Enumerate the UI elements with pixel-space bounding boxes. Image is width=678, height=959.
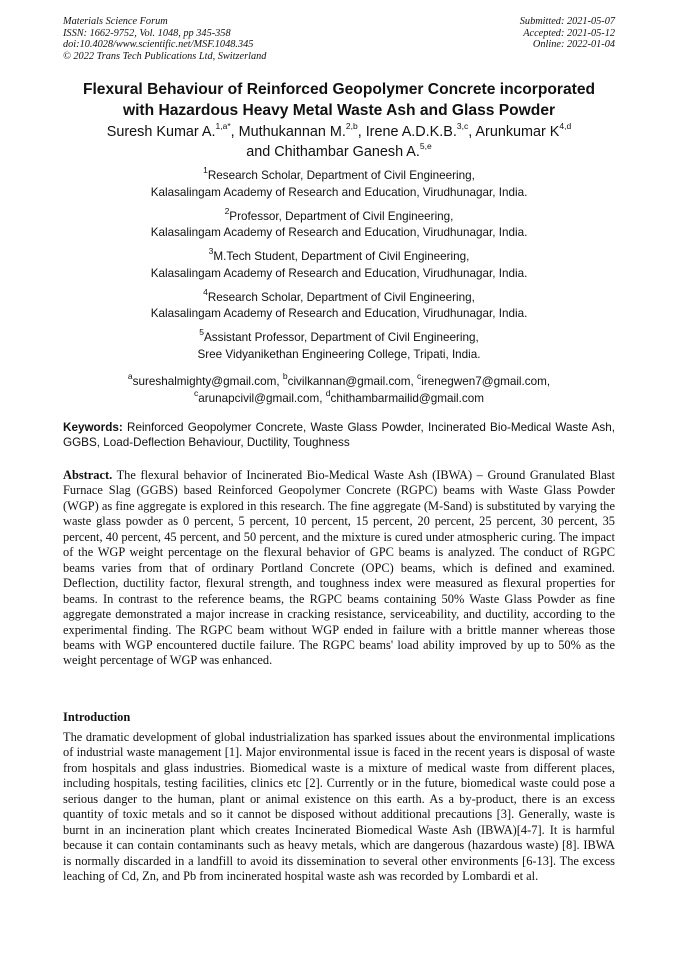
author-4-sup: 4,d <box>559 121 572 132</box>
affiliation-number: 4 <box>203 286 208 297</box>
affiliation-5 <box>60 327 618 363</box>
affiliation-number: 5 <box>199 327 204 338</box>
title-line-2: with Hazardous Heavy Metal Waste Ash and Glass Powder <box>122 101 556 119</box>
abstract-text: The flexural behavior of Incinerated Bio-Medical Waste Ash (IBWA) – Ground Granulated Blast Furnace Slag (GGBS) based Reinforced Geopolymer Concrete (RGPC) beams with Waste Glass Powder (WGP) as fine aggregate is explored in this research. The fine aggregate (M-Sand) is substituted by varying the waste glass powder as 0 percent, 5 percent, 10 percent, 15 percent, 20 percent, 25 percent, 30 percent, 35 percent, 40 percent, 45 percent, and 50 percent, and the mixture is cured under atmospheric curing. The impact of the WGP weight percentage on the flexural behavior of GPC beams is analyzed. The conduct of RGPC beams varies from that of ordinary Portland Concrete (OPC) beams, which is defined and examined. Deflection, ductility factor, flexural strength, and toughness index were measured as flexural properties for beams. In contrast to the reference beams, the RGPC beams containing 50% Waste Glass Powder as fine aggregate demonstrated a major increase in cracking resistance, serviceability, and ductility, according to the experimental finding. The RGPC beam without WGP ended in failure with a brittle manner whereas those beams with WGP encountered ductile failure. The RGPC beams' load ability improved by up to 50% as the weight percentage of WGP was enhanced. <box>63 468 616 668</box>
email-line-1: $^a$sureshalmighty@gmail.com, $^b$civilkannan@gmail.com, $^c$irenegwen7@gmail.com, <box>127 371 551 388</box>
keywords-section <box>63 420 615 451</box>
author-3-sup: 3,c <box>456 121 469 132</box>
affiliation-line: Assistant Professor, Department of Civil Engineering, <box>203 331 479 344</box>
affiliation-line: Research Scholar, Department of Civil Engineering, <box>207 169 475 182</box>
affiliation-number: 2 <box>224 205 230 216</box>
journal-info <box>63 16 363 62</box>
email-list <box>60 371 618 407</box>
affiliation-3 <box>60 246 618 282</box>
affiliation-2 <box>60 205 618 242</box>
issn-line: ISSN: 1662-9752, Vol. 1048, pp 345-358 <box>63 27 231 39</box>
keywords-label: Keywords: <box>63 421 123 434</box>
paper-title <box>62 80 616 121</box>
affiliation-line: Kalasalingam Academy of Research and Education, Virudhunagar, India. <box>150 185 528 199</box>
copyright-line: © 2022 Trans Tech Publications Ltd, Switzerland <box>63 50 267 62</box>
email-c[interactable]: irenegwen7@gmail.com <box>421 375 547 388</box>
affiliation-1 <box>60 165 618 201</box>
affiliation-line: M.Tech Student, Department of Civil Engineering, <box>213 250 470 263</box>
affiliation-line: Research Scholar, Department of Civil Engineering, <box>207 290 475 304</box>
affiliation-line: Kalasalingam Academy of Research and Education, Virudhunagar, India. <box>150 307 528 320</box>
author-5: and Chithambar Ganesh A. <box>246 143 420 160</box>
affiliation-line: Professor, Department of Civil Engineering, <box>229 209 454 223</box>
email-line-2: $^c$arunapcivil@gmail.com, $^d$chithambarmailid@gmail.com <box>194 387 484 405</box>
author-2: Muthukannan M. <box>238 124 346 140</box>
submitted-date: Submitted: 2021-05-07 <box>519 16 615 27</box>
author-4: Arunkumar K <box>475 124 560 140</box>
email-d[interactable]: arunapcivil@gmail.com <box>198 391 320 405</box>
authors-line-2 <box>50 140 628 163</box>
author-1-sup: 1,a* <box>215 121 231 132</box>
introduction-text: The dramatic development of global industrialization has sparked issues about the environmental implications of industrial waste management [1]. Major environmental issue is faced in the recent years is disposal of waste from hospitals and glass industries. Biomedical waste is a mixture of medical waste from different places, including hospitals, testing facilities, clinics etc [2]. Currently or in the future, biomedical waste could pose a serious danger to the human, plant or animal existence on this earth. As a by-product, there is an excess quantity of toxic metals and so it cannot be disposed without additional precautions [3]. Generally, waste is burnt in an incineration plant which creates Incinerated Biomedical Waste Ash (IBWA)[4-7]. It is harmful because it can contain contaminants such as heavy metals, which are dangerous (hazardous waste) [8]. IBWA is normally discarded in a landfill to avoid its dissemination to several other environments [6-13]. The excess leaching of Cd, Zn, and Pb from incinerated hospital waste ash was recorded by Lombardi et al. <box>63 730 615 884</box>
author-1: Suresh Kumar A. <box>106 124 216 140</box>
author-5-sup: 5,e <box>419 140 432 151</box>
author-list <box>50 123 628 162</box>
author-3: Irene A.D.K.B. <box>365 124 457 140</box>
doi-line: doi:10.4028/www.scientific.net/MSF.1048.345 <box>63 39 254 51</box>
affiliation-4 <box>60 286 618 323</box>
keywords-text: Reinforced Geopolymer Concrete, Waste Glass Powder, Incinerated Bio-Medical Waste Ash, GGBS, Load-Deflection Behaviour, Ductility, Toughness <box>63 421 615 450</box>
affiliation-list <box>60 165 618 407</box>
affiliation-line: Kalasalingam Academy of Research and Education, Virudhunagar, India. <box>150 266 528 280</box>
submission-dates <box>355 16 615 51</box>
abstract-section <box>63 468 615 669</box>
accepted-date: Accepted: 2021-05-12 <box>523 27 615 39</box>
title-line-1: Flexural Behaviour of Reinforced Geopolymer Concrete incorporated <box>82 81 596 98</box>
affiliation-line: Sree Vidyanikethan Engineering College, Tripati, India. <box>197 347 481 361</box>
email-a[interactable]: sureshalmighty@gmail.com <box>132 375 277 388</box>
online-date: Online: 2022-01-04 <box>532 39 615 51</box>
author-2-sup: 2,b <box>345 121 358 132</box>
email-e[interactable]: chithambarmailid@gmail.com <box>330 391 484 405</box>
introduction-heading: Introduction <box>63 710 131 724</box>
affiliation-number: 3 <box>208 246 214 257</box>
email-b[interactable]: civilkannan@gmail.com <box>287 375 411 388</box>
authors-line-1: Suresh Kumar A.$^{1,a*}$, Muthukannan M.$^{2,b}$, Irene A.D.K.B.$^{3,c}$, Arunkumar K$^{4,d}$ <box>106 121 572 140</box>
affiliation-line: Kalasalingam Academy of Research and Education, Virudhunagar, India. <box>150 226 528 239</box>
journal-name: Materials Science Forum <box>63 16 168 27</box>
abstract-label: Abstract. <box>63 468 113 482</box>
affiliation-number: 1 <box>203 165 208 176</box>
